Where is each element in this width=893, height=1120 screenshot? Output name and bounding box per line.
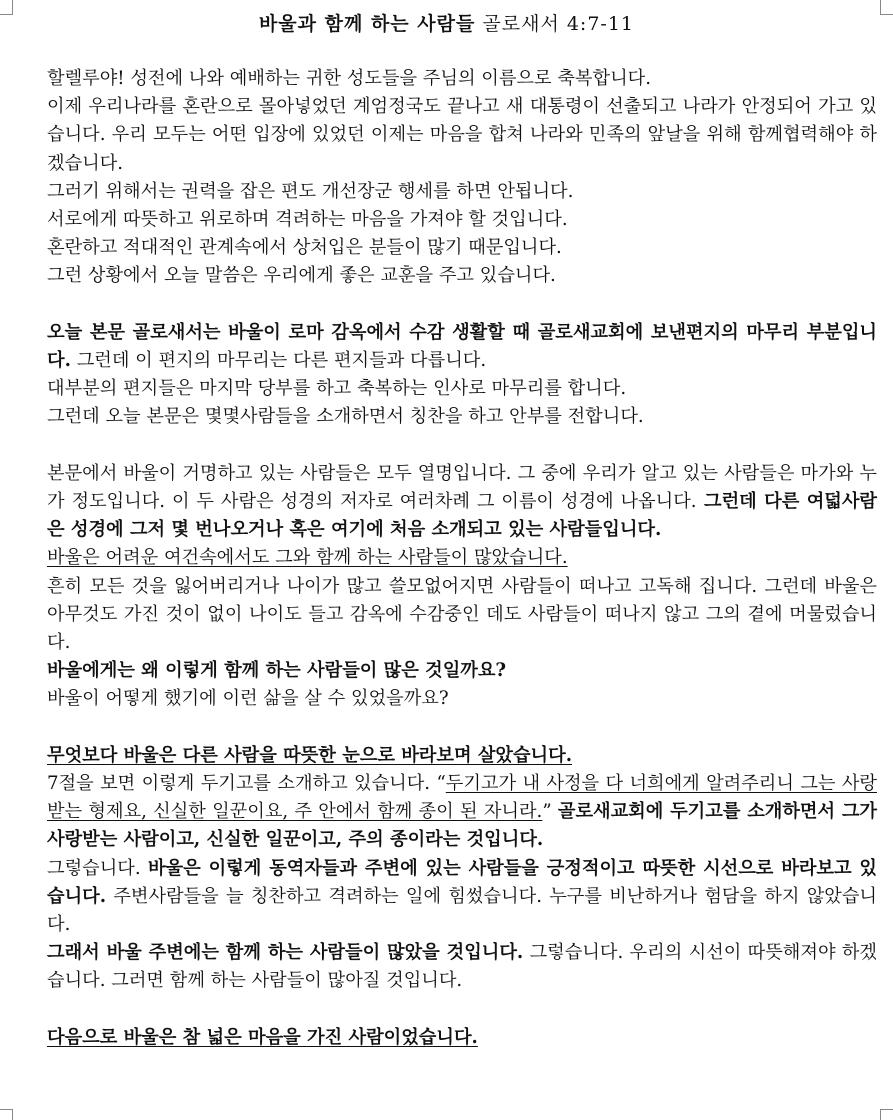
para1-line: 서로에게 따뜻하고 위로하며 격려하는 마음을 가져야 할 것입니다. xyxy=(47,209,568,231)
scripture-quote: 두기고가 내 사정을 다 너희에게 알려주리니 그는 사랑받는 형제요, 신실한 일꾼이요, 주 안에서 함께 종이 된 자니라. xyxy=(47,773,877,823)
paragraph-gap xyxy=(47,996,877,1024)
plain-text: 그런데 이 편지의 마무리는 다른 편지들과 다릅니다. xyxy=(70,350,487,372)
title-main: 바울과 함께 하는 사람들 xyxy=(258,13,476,35)
sermon-body xyxy=(47,65,877,1052)
underlined-statement: 바울은 어려운 여건속에서도 그와 함께 하는 사람들이 많았습니다. xyxy=(47,547,568,569)
bold-text: 오늘 본문 골로새서는 바울이 로마 감옥에서 수감 생활할 때 골로새교회에 보낸편지의 마무리 부분입니다. xyxy=(47,321,877,372)
nation-paragraph: 이제 우리나라를 혼란으로 몰아넣었던 계엄정국도 끝나고 새 대통령이 선출되고 나라가 안정되어 가고 있습니다. 우리 모두는 어떤 입장에 있었던 이제는 마음을 합쳐 나라와 민족의 앞날을 위해 함께협력해야 하겠습니다. xyxy=(47,96,877,174)
paragraph-gap xyxy=(47,714,877,742)
plain-text: 그렇습니다. xyxy=(47,857,148,879)
paragraph-gap xyxy=(47,432,877,460)
bold-text: 바울은 이렇게 동역자들과 주변에 있는 사람들을 긍정적이고 따뜻한 시선으로 바라보고 있습니다. xyxy=(47,857,877,907)
crop-mark-bottom-left xyxy=(0,1109,13,1120)
plain-text: 7절을 보면 이렇게 두기고를 소개하고 있습니다. “ xyxy=(47,773,446,795)
bold-text: 그런데 다른 여덟사람은 성경에 그저 몇 번나오거나 혹은 여기에 처음 소개되고 있는 사람들입니다. xyxy=(47,491,878,541)
paragraph-gap xyxy=(47,291,877,319)
ten-people-paragraph xyxy=(47,460,877,545)
tychicus-paragraph xyxy=(47,770,877,855)
greeting-line: 할렐루야! 성전에 나와 예배하는 귀한 성도들을 주님의 이름으로 축복합니다. xyxy=(47,68,651,89)
warm-eyes-paragraph xyxy=(47,855,877,940)
question-line: 바울이 어떻게 했기에 이런 삶을 살 수 있었을까요? xyxy=(47,688,449,710)
loneliness-paragraph: 흔히 모든 것을 잃어버리거나 나이가 많고 쓸모없어지면 사람들이 떠나고 고독해 집니다. 그런데 바울은 아무것도 가진 것이 없이 나이도 들고 감옥에 수감중인 데도 사람들이 떠나지 않고 그의 곁에 머물렀습니다. xyxy=(47,575,877,654)
plain-text: 본문에서 바울이 거명하고 있는 사람들은 모두 열명입니다. 그 중에 우리가 알고 있는 사람들은 마가와 누가 정도입니다. 이 두 사람은 성경의 저자로 여러차례 그 이름이 성경에 나옵니다. xyxy=(47,462,877,513)
crop-mark-bottom-right xyxy=(880,1109,893,1120)
conclusion-paragraph xyxy=(47,939,877,995)
para1-line: 그러기 위해서는 권력을 잡은 편도 개선장군 행세를 하면 안됩니다. xyxy=(47,180,574,202)
point-one-heading: 무엇보다 바울은 다른 사람을 따뜻한 눈으로 바라보며 살았습니다. xyxy=(47,744,573,766)
para2-line: 대부분의 편지들은 마지막 당부를 하고 축복하는 인사로 마무리를 합니다. xyxy=(47,378,627,400)
bold-text: 그래서 바울 주변에는 함께 하는 사람들이 많았을 것입니다. xyxy=(47,942,524,964)
plain-text: 주변사람들을 늘 칭찬하고 격려하는 일에 힘썼습니다. 누구를 비난하거나 험담을 하지 않았습니다. xyxy=(47,885,877,936)
plain-text: 그렇습니다. 우리의 시선이 따뜻해져야 하겠습니다. 그러면 함께 하는 사람들이 많아질 것입니다. xyxy=(47,942,877,992)
sermon-title xyxy=(0,9,893,36)
title-scripture: 골로새서 4:7-11 xyxy=(482,13,635,35)
text-intro-paragraph xyxy=(47,319,877,375)
para1-line: 그런 상황에서 오늘 말씀은 우리에게 좋은 교훈을 주고 있습니다. xyxy=(47,265,556,287)
plain-text: ” xyxy=(542,801,558,823)
bold-text: 골로새교회에 두기고를 소개하면서 그가 사랑받는 사람이고, 신실한 일꾼이고, 주의 종이라는 것입니다. xyxy=(47,801,877,851)
question-bold: 바울에게는 왜 이렇게 함께 하는 사람들이 많은 것일까요? xyxy=(47,660,507,682)
para2-line: 그런데 오늘 본문은 몇몇사람들을 소개하면서 칭찬을 하고 안부를 전합니다. xyxy=(47,406,644,428)
point-two-heading: 다음으로 바울은 참 넓은 마음을 가진 사람이었습니다. xyxy=(47,1026,478,1048)
para1-line: 혼란하고 적대적인 관계속에서 상처입은 분들이 많기 때문입니다. xyxy=(47,237,562,259)
